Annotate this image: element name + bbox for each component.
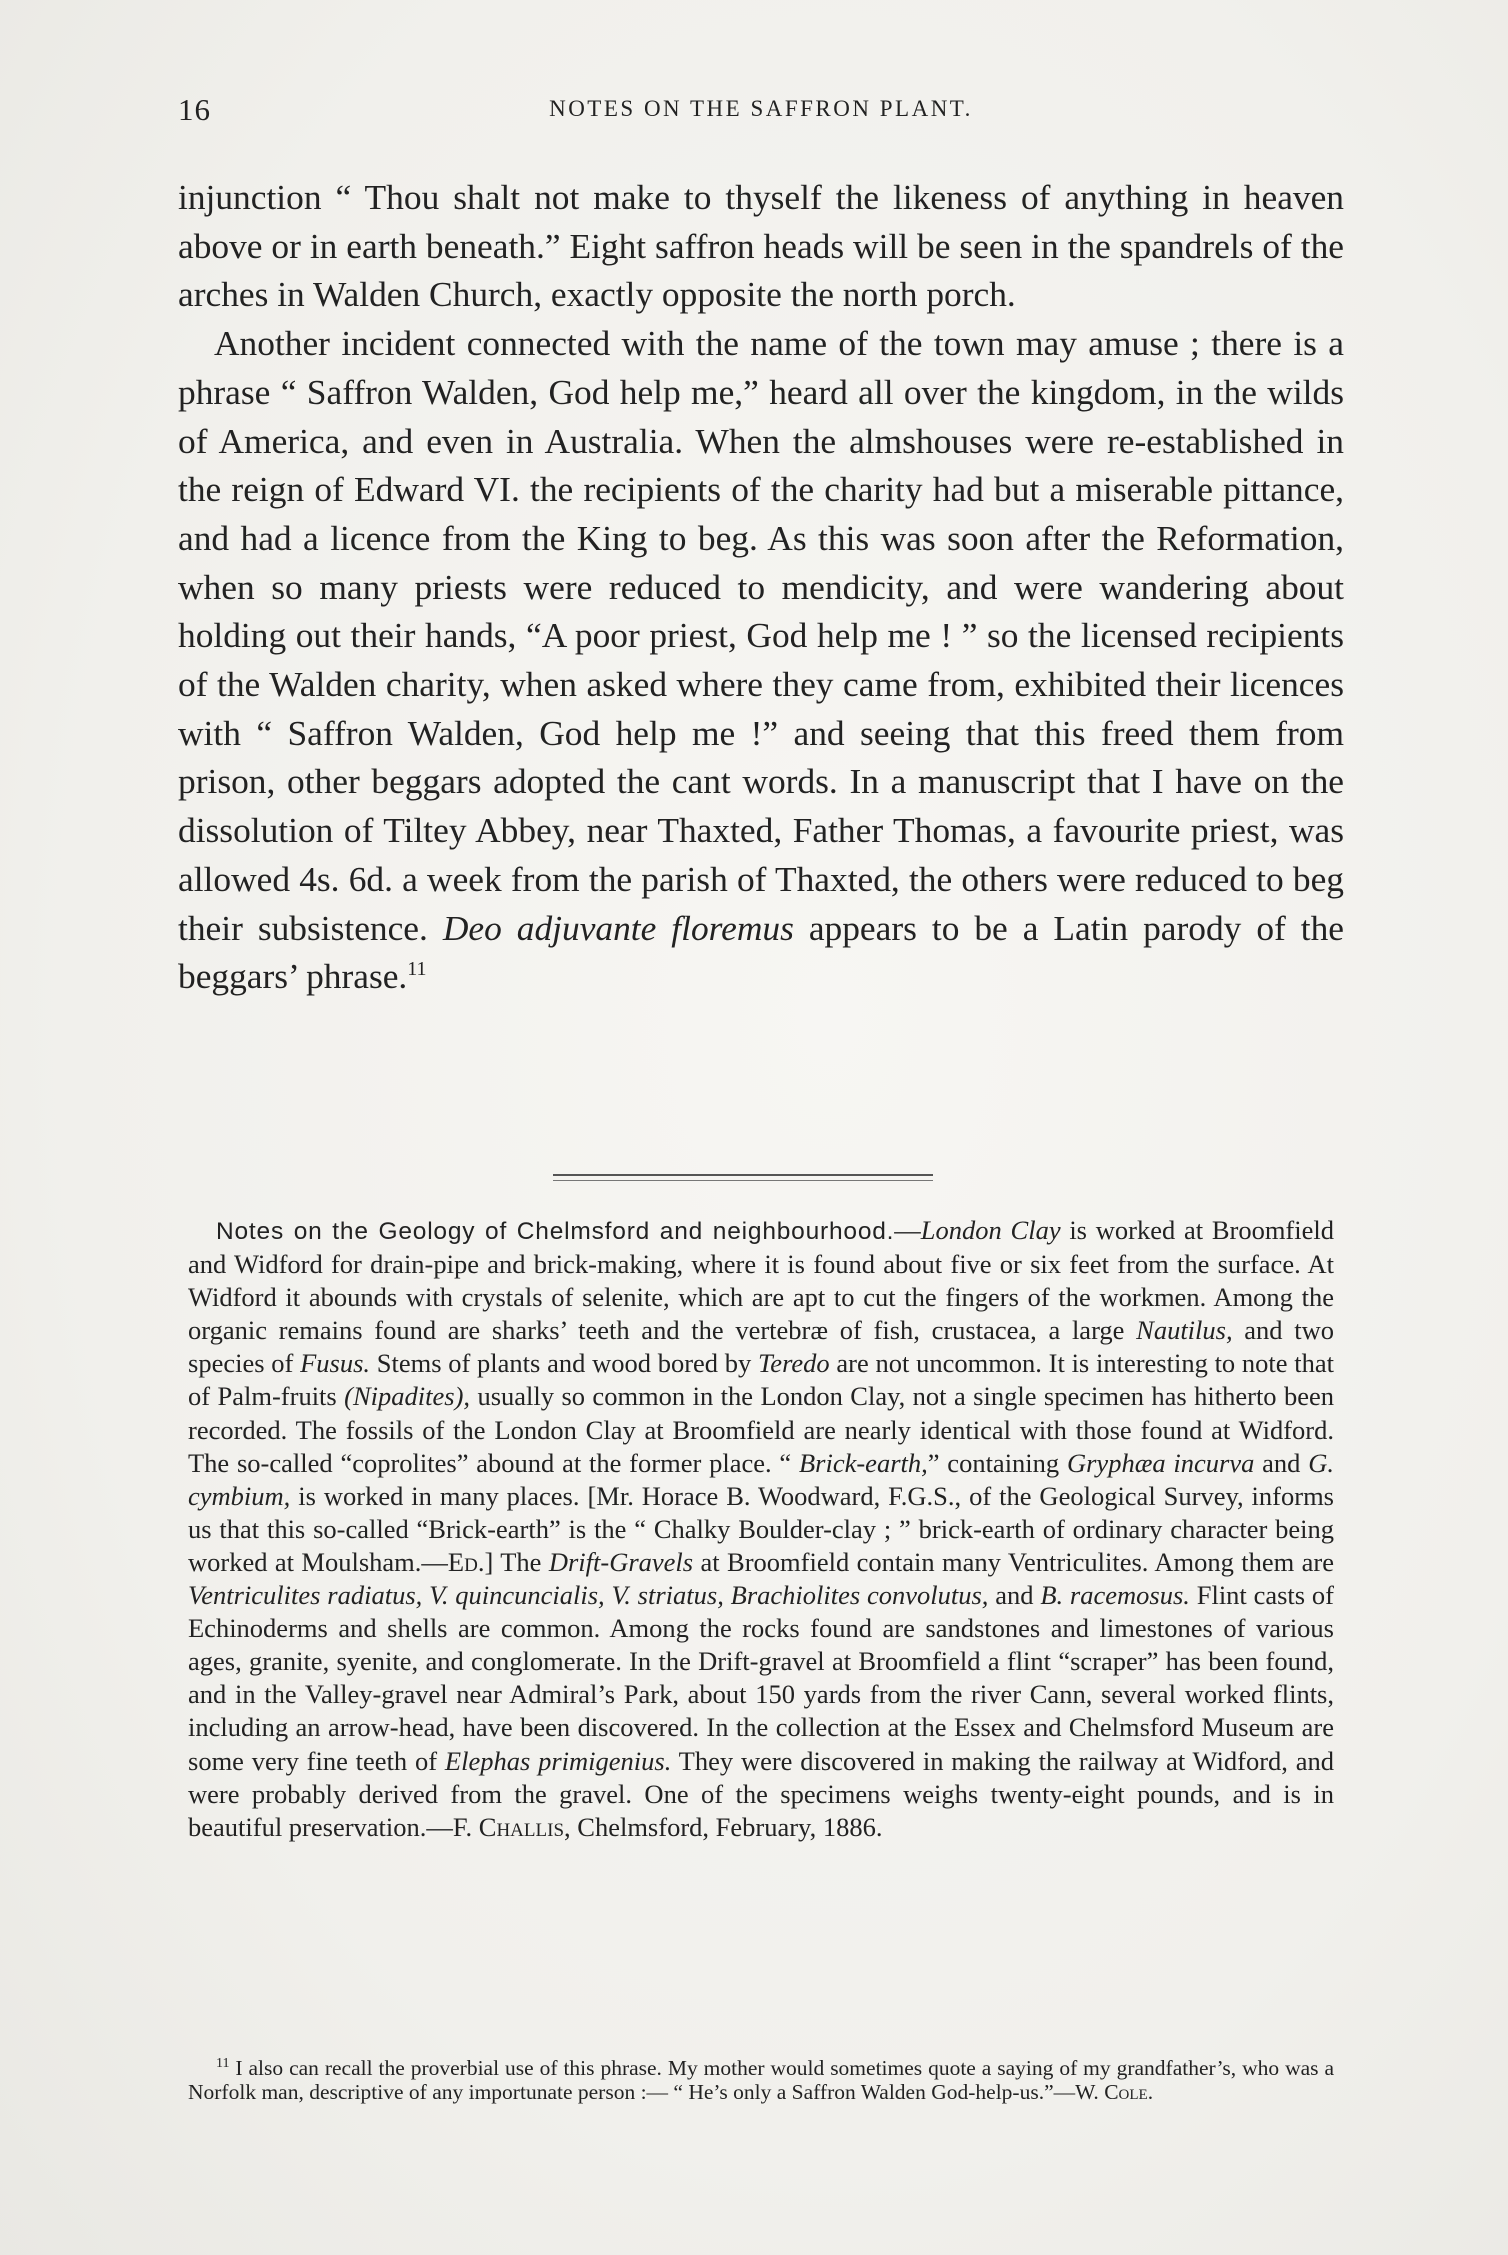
notes-heading: Notes on the Geology of Chelmsford and neighbourhood. <box>216 1218 895 1245</box>
notes-text: and <box>988 1580 1041 1611</box>
paragraph-1: injunction “ Thou shalt not make to thyself the likeness of anything in heaven above or in earth beneath.” Eight saffron heads will be seen in the spandrels of the arches in Walden Church, exactly opposite the north porch. <box>178 177 1344 315</box>
geology-notes-paragraph <box>188 1214 1334 1844</box>
main-text <box>178 173 1344 1001</box>
section-rule <box>553 1174 933 1181</box>
notes-text: They were discovered in making the railway at Widford, and were probably derived from the gravel. One of the specimens weighs twenty-eight pounds, and is in beautiful preservation.—F. <box>188 1745 1334 1842</box>
notes-text: ] The <box>484 1546 549 1577</box>
notes-text: , Chelmsford, February, 1886. <box>564 1811 883 1842</box>
latin-phrase: Deo adjuvante floremus <box>442 907 794 948</box>
footnote-paragraph <box>188 2057 1334 2104</box>
notes-author: Challis <box>478 1811 565 1842</box>
notes-italic: Elephas primigenius. <box>444 1745 672 1776</box>
notes-text: is worked at Broomfield and Widford for drain-pipe and brick-making, where it is found about five or six feet from the surface. At Widford it abounds with crystals of selenite, which are apt to cut the fingers of the workmen. Among the organic remains found are sharks’ teeth and the vertebræ of fish, crustacea, a large <box>188 1215 1334 1346</box>
running-title: NOTES ON THE SAFFRON PLANT. <box>549 96 973 121</box>
notes-italic: Fusus. <box>300 1348 371 1379</box>
notes-italic: Gryphæa incurva <box>1066 1447 1255 1478</box>
paragraph-2 <box>178 319 1344 1001</box>
notes-text: ” containing <box>927 1447 1067 1478</box>
notes-text: is worked in many places. [Mr. Horace B. Woodward, F.G.S., of the Geological Survey, informs us that this so-called “Brick-earth” is the “ Chalky Boulder-clay ; ” brick-earth of ordinary character being worked at Moulsham.— <box>188 1480 1334 1577</box>
footnote <box>188 2057 1334 2104</box>
notes-italic: (Nipadites), <box>344 1381 471 1412</box>
notes-italic: London Clay <box>920 1215 1061 1245</box>
paragraph-2-text: Another incident connected with the name of the town may amuse ; there is a phrase “ Saffron Walden, God help me,” heard all over the kingdom, in the wilds of America, and even in Australia. When the almshouses were re-established in the reign of Edward VI. the recipients of the charity had but a miserable pittance, and had a licence from the King to beg. As this was soon after the Reformation, when so many priests were reduced to mendicity, and were wandering about holding out their hands, “A poor priest, God help me ! ” so the licensed recipients of the Walden charity, when asked where they came from, exhibited their licences with “ Saffron Walden, God help me !” and seeing that this freed them from prison, other beggars adopted the cant words. In a manuscript that I have on the dissolution of Tiltey Abbey, near Thaxted, Father Thomas, a favourite priest, was allowed 4s. 6d. a week from the parish of Thaxted, the others were reduced to beg their subsistence. <box>178 323 1344 948</box>
page-number: 16 <box>178 92 211 127</box>
notes-text: — <box>894 1215 921 1245</box>
notes-text: and <box>1254 1447 1309 1478</box>
paragraph-2-end: appears to be a Latin parody of the beggars’ phrase. <box>178 907 1344 997</box>
notes-text: at Broomfield contain many Ventriculites. Among them are <box>693 1546 1334 1577</box>
notes-italic: Teredo <box>758 1348 830 1379</box>
footnote-end: . <box>1147 2079 1154 2104</box>
editor-abbreviation: Ed. <box>447 1546 485 1577</box>
footnote-text: I also can recall the proverbial use of this phrase. My mother would sometimes quote a saying of my grandfather’s, who was a Norfolk man, descriptive of any importunate person :— “ He’s only a Saffron Walden God-help-us.”—W. <box>188 2056 1334 2104</box>
footnote-number: 11 <box>216 2056 230 2071</box>
geology-notes <box>188 1214 1334 1844</box>
notes-text: usually so common in the London Clay, not a single specimen has hitherto been recorded. The fossils of the London Clay at Broomfield are nearly identical with those found at Widford. The so-called “coprolites” abound at the former place. “ <box>188 1381 1335 1478</box>
notes-text: Stems of plants and wood bored by <box>370 1348 758 1379</box>
notes-italic: Brick-earth, <box>798 1447 928 1478</box>
notes-text: and two species of <box>188 1315 1335 1379</box>
footnote-reference: 11 <box>407 958 427 981</box>
footnote-author: Cole <box>1104 2079 1148 2104</box>
notes-italic: Nautilus, <box>1136 1315 1233 1346</box>
notes-text: Flint casts of Echinoderms and shells are common. Among the rocks found are sandstones and limestones of various ages, granite, syenite, and conglomerate. In the Drift-gravel at Broomfield a flint “scraper” has been found, and in the Valley-gravel near Admiral’s Park, about 150 yards from the river Cann, several worked flints, including an arrow-head, have been discovered. In the collection at the Essex and Chelmsford Museum are some very fine teeth of <box>188 1580 1334 1776</box>
notes-italic: B. racemosus. <box>1040 1580 1190 1611</box>
notes-text: are not uncommon. It is interesting to note that of Palm-fruits <box>188 1348 1334 1412</box>
notes-italic: Drift-Gravels <box>548 1546 694 1577</box>
running-head <box>178 92 1344 128</box>
notes-italic: G. cymbium, <box>188 1447 1335 1511</box>
notes-italic: Ventriculites radiatus, V. quincuncialis, V. striatus, Brachiolites convolutus, <box>188 1580 989 1611</box>
